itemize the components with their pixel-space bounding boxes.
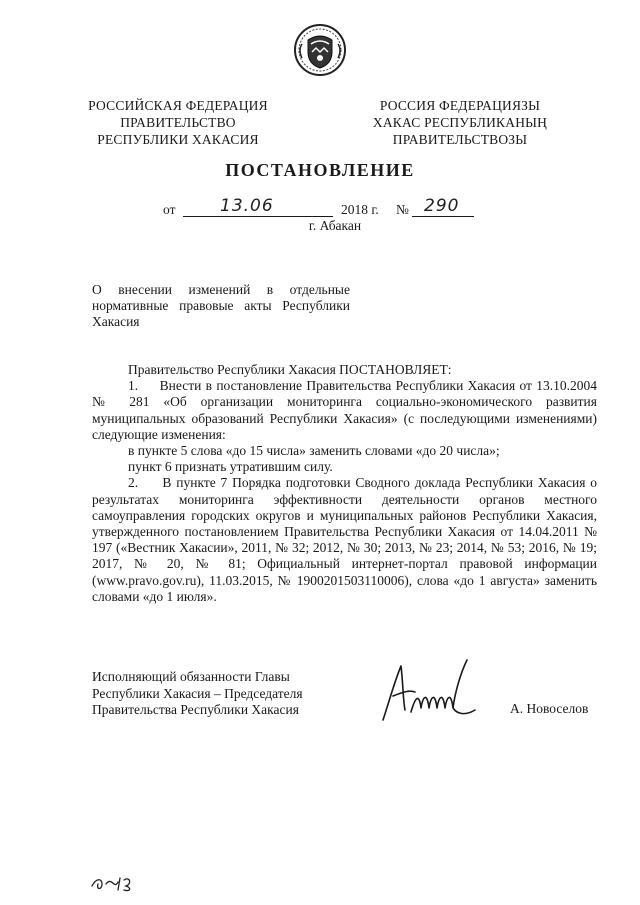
year-label: 2018 г. — [341, 202, 379, 217]
handwritten-mark — [88, 872, 148, 894]
header-left-line-1: РОССИЙСКАЯ ФЕДЕРАЦИЯ — [88, 98, 268, 113]
date-handwritten: 13.06 — [220, 196, 274, 216]
body-paragraph-1a: в пункте 5 слова «до 15 числа» заменить словами «до 20 числа»; — [128, 443, 500, 459]
document-body — [92, 362, 597, 605]
signatory-line-1: Исполняющий обязанности Главы — [92, 669, 290, 684]
number-underline — [412, 216, 474, 217]
coat-of-arms-icon — [292, 22, 348, 78]
date-underline — [183, 216, 333, 217]
header-right — [355, 97, 565, 148]
body-paragraph-intro: Правительство Республики Хакасия ПОСТАНОВЛЯЕТ: — [128, 362, 452, 377]
header-right-line-1: РОССИЯ ФЕДЕРАЦИЯЗЫ — [379, 98, 541, 113]
city-label: г. Абакан — [308, 218, 362, 233]
subject-text: О внесении изменений в отдельные нормативные правовые акты Республики Хакасия — [92, 282, 350, 329]
body-paragraph-1b: пункт 6 признать утратившим силу. — [128, 459, 333, 475]
header-left-line-2: ПРАВИТЕЛЬСТВО — [120, 115, 236, 130]
body-paragraph-1: 1. Внести в постановление Правительства Республики Хакасия от 13.10.2004 № 281 «Об организации мониторинга социально-экономического развития муниципальных образований Республики Хакасия» (с последующими изменениями) следующие изменения: — [92, 378, 597, 442]
handwritten-signature — [375, 652, 490, 727]
header-right-line-2: ХАКАС РЕСПУБЛИКАНЫҢ — [372, 115, 548, 130]
header-left — [78, 97, 278, 148]
date-prefix: от — [163, 202, 176, 217]
signatory-line-2: Республики Хакасия – Председателя — [92, 685, 303, 701]
document-title: ПОСТАНОВЛЕНИЕ — [225, 160, 415, 180]
header-left-line-3: РЕСПУБЛИКИ ХАКАСИЯ — [97, 132, 259, 147]
body-paragraph-2: 2. В пункте 7 Порядка подготовки Сводного доклада Республики Хакасия о результатах мониторинга эффективности деятельности органов местного самоуправления городских округов и муниципальных районов Республики Хакасия, утвержденного постановлением Правительства Республики Хакасия от 14.04.2011 № 197 («Вестник Хакасии», 2011, № 32; 2012, № 30; 2013, № 23; 2014, № 53; 2016, № 19; 2017, № 20, № 81; Официальный интернет-портал правовой информации (www.pravo.gov.ru), 11.03.2015, № 1900201503110006), слова «до 1 августа» заменить словами «до 1 июля». — [92, 475, 597, 604]
number-prefix: № — [396, 202, 409, 217]
number-handwritten: 290 — [424, 196, 460, 216]
signatory-line-3: Правительства Республики Хакасия — [92, 702, 299, 717]
document-subject — [92, 282, 350, 330]
signatory-name: А. Новоселов — [510, 701, 589, 716]
signatory-position — [92, 669, 352, 719]
header-right-line-3: ПРАВИТЕЛЬСТВОЗЫ — [392, 132, 528, 147]
